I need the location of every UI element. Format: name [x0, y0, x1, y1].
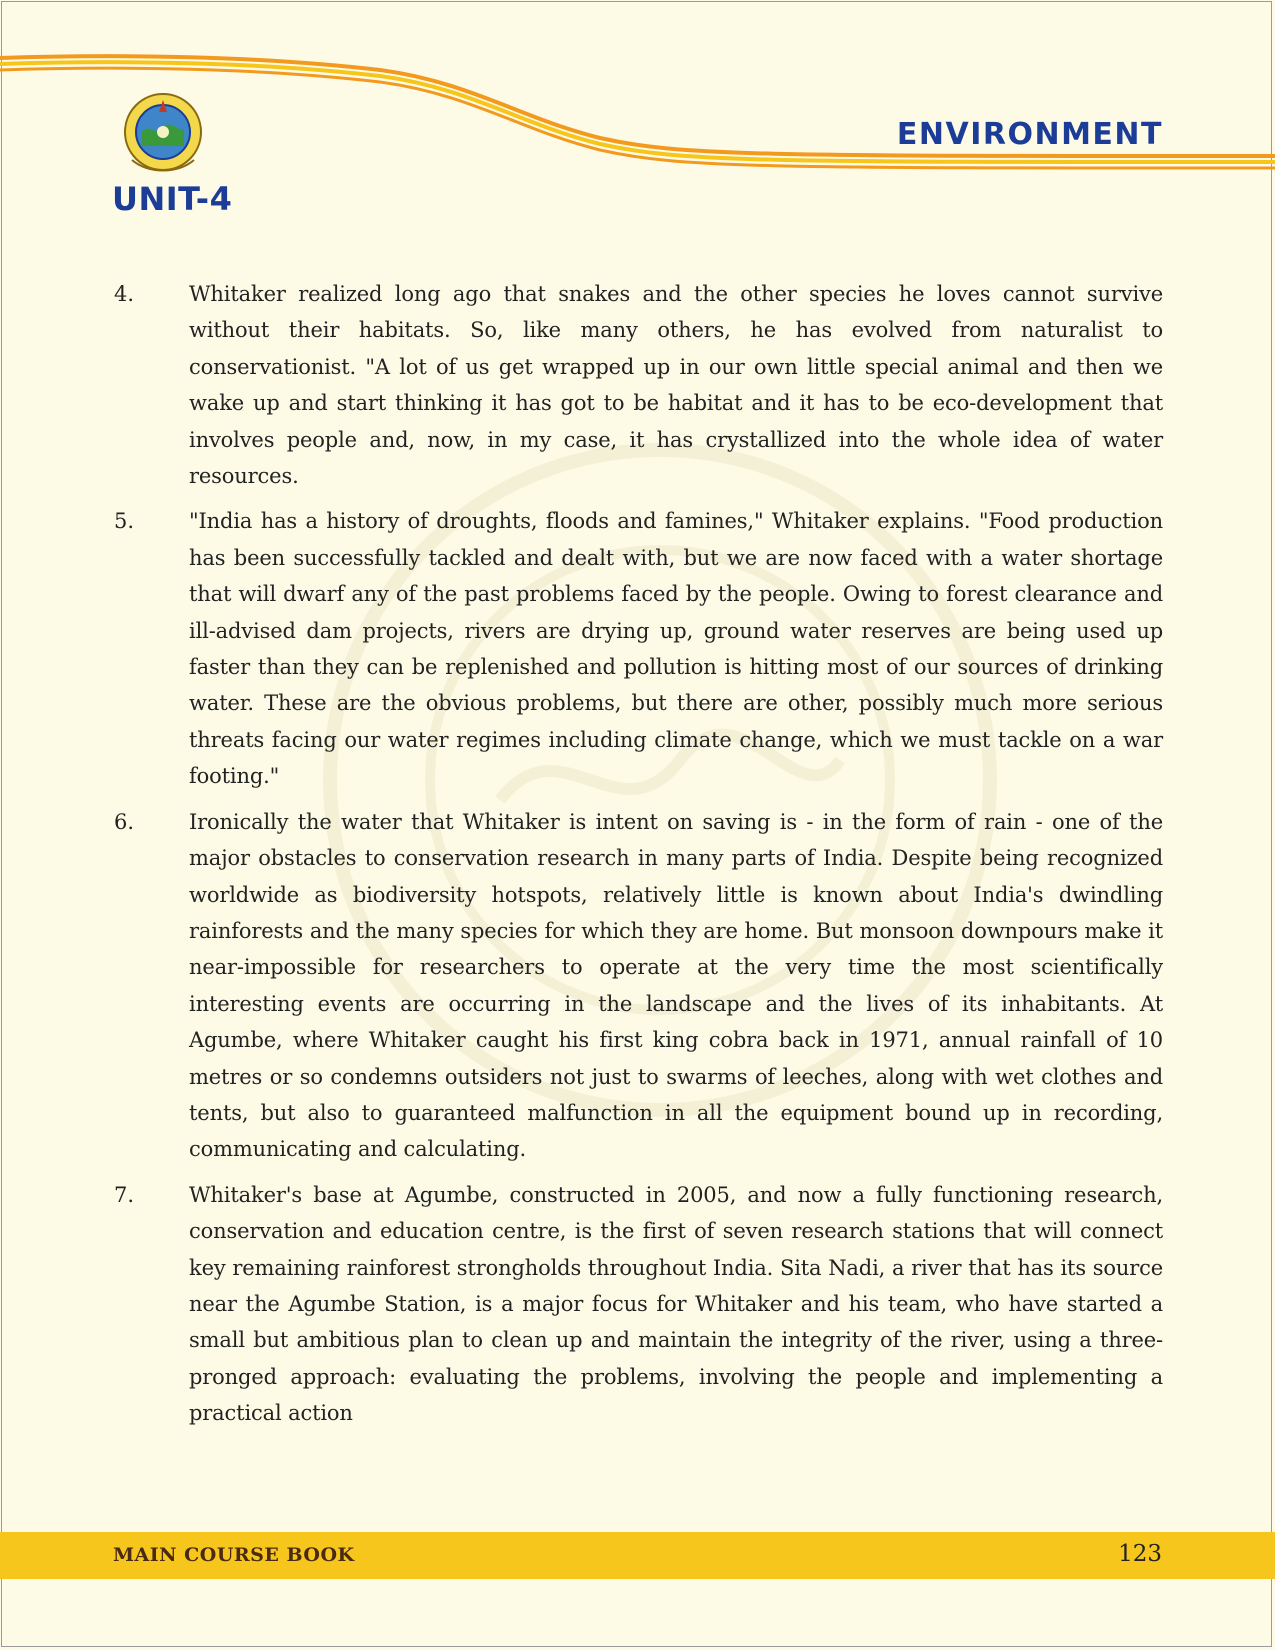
paragraph-4 — [0, 276, 1275, 494]
paragraph-text: Whitaker realized long ago that snakes and the other species he loves cannot survive without their habitats. So, like many others, he has evolved from naturalist to conservationist. "A lot of us get wrapped up in our own little special animal and then we wake up and start thinking it has got to be habitat and it has to be eco-development that involves people and, now, in my case, it has crystallized into the whole idea of water resources. — [189, 282, 1163, 489]
paragraph-number: 7. — [114, 1182, 135, 1207]
book-label: MAIN COURSE BOOK — [113, 1544, 355, 1566]
paragraph-text: Whitaker's base at Agumbe, constructed in 2005, and now a fully functioning research, conservation and education centre, is the first of seven research stations that will connect key remaining rainforest strongholds throughout India. Sita Nadi, a river that has its source near the Agumbe Station, is a major focus for Whitaker and his team, who have started a small but ambitious plan to clean up and maintain the integrity of the river, using a three-pronged approach: evaluating the problems, involving the people and implementing a practical action — [189, 1182, 1163, 1426]
paragraph-number: 6. — [114, 809, 135, 834]
cbse-emblem-icon — [118, 88, 208, 184]
paragraph-number: 4. — [114, 282, 135, 306]
section-title: ENVIRONMENT — [896, 117, 1163, 152]
paragraph-7 — [0, 1177, 1275, 1432]
paragraph-text: Ironically the water that Whitaker is intent on saving is - in the form of rain - one of the major obstacles to conservation research in many parts of India. Despite being recognized worldwide as biodiversity hotspots, relatively little is known about India's dwindling rainforests and the many species for which they are home. But monsoon downpours make it near-impossible for researchers to operate at the very time the most scientifically interesting events are occurring in the landscape and the lives of its inhabitants. At Agumbe, where Whitaker caught his first king cobra back in 1971, annual rainfall of 10 metres or so condemns outsiders not just to swarms of leeches, along with wet clothes and tents, but also to guaranteed malfunction in all the equipment bound up in recording, communicating and calculating. — [189, 809, 1163, 1162]
paragraph-number: 5. — [114, 509, 135, 534]
article-body — [0, 276, 1275, 1441]
paragraph-text: "India has a history of droughts, floods and famines," Whitaker explains. "Food production has been successfully tackled and dealt with, but we are now faced with a water shortage that will dwarf any of the past problems faced by the people. Owing to forest clearance and ill-advised dam projects, rivers are drying up, ground water reserves are being used up faster than they can be replenished and pollution is hitting most of our sources of drinking water. These are the obvious problems, but there are other, possibly much more serious threats facing our water regimes including climate change, which we must tackle on a war footing." — [189, 509, 1163, 789]
paragraph-5 — [0, 503, 1275, 794]
footer-bar — [0, 1532, 1275, 1579]
page-number: 123 — [1118, 1541, 1162, 1567]
unit-label: UNIT-4 — [112, 180, 233, 218]
paragraph-6 — [0, 804, 1275, 1168]
